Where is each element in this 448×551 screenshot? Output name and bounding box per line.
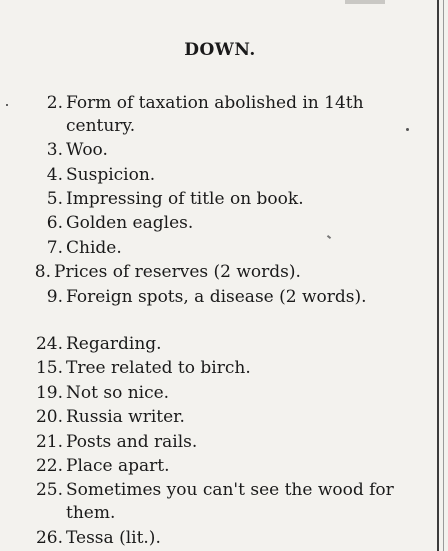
clue-text: Russia writer. [66, 407, 185, 428]
clue-number: 5. [46, 189, 63, 210]
clue-text: Suspicion. [66, 164, 156, 185]
clue-text: Golden eagles. [66, 213, 194, 234]
clue-text: Place apart. [66, 455, 170, 476]
clue-item [0, 286, 440, 333]
clue-number: 3. [46, 140, 63, 161]
clue-text: Impressing of title on book. [66, 189, 304, 210]
clue-number: 21. [35, 431, 63, 452]
clue-number: 26. [35, 527, 63, 548]
clue-text: Chide. [66, 237, 122, 258]
clue-item [0, 479, 440, 526]
clue-text: Posts and rails. [66, 431, 198, 452]
clue-item [0, 188, 440, 212]
clue-item [0, 237, 440, 261]
clue-text: Tessa (lit.). [66, 527, 161, 548]
clue-number: 19. [35, 382, 63, 403]
clue-text: Woo. [66, 140, 108, 161]
clue-text: Not so nice. [66, 382, 170, 403]
clue-number: 2. [46, 93, 63, 113]
clue-number: 15. [35, 358, 63, 379]
clue-text: Foreign spots, a disease (2 words). [66, 286, 367, 307]
clue-item [0, 261, 440, 285]
clue-number: 9. [46, 286, 63, 307]
clue-text: Prices of reserves (2 words). [54, 262, 301, 283]
clue-list [0, 92, 440, 551]
clue-number: 20. [35, 407, 63, 428]
column-rule-secondary [443, 0, 444, 551]
clue-item [0, 357, 440, 381]
clue-number: 4. [46, 164, 63, 185]
clue-number: 6. [46, 213, 63, 234]
clue-text: Form of taxation abolished in 14th century. [66, 93, 364, 136]
clue-text: Sometimes you can't see the wood for them. [66, 480, 394, 524]
section-heading: DOWN. [184, 40, 256, 60]
clue-item [0, 212, 440, 236]
clue-item [0, 92, 440, 139]
clue-item [0, 164, 440, 188]
clue-item [0, 527, 440, 551]
clue-text: Tree related to birch. [66, 358, 251, 379]
clue-number: 7. [46, 237, 63, 258]
clue-item [0, 382, 440, 406]
clue-item [0, 139, 440, 163]
print-smudge [345, 0, 385, 4]
clue-number: 25. [35, 480, 63, 501]
clue-item [0, 455, 440, 479]
clue-number: 24. [35, 333, 63, 354]
clue-item [0, 431, 440, 455]
clue-item [0, 333, 440, 357]
clue-number: 8. [34, 262, 51, 283]
clue-text: Regarding. [66, 333, 162, 354]
clue-number: 22. [35, 455, 63, 476]
clue-item [0, 406, 440, 430]
